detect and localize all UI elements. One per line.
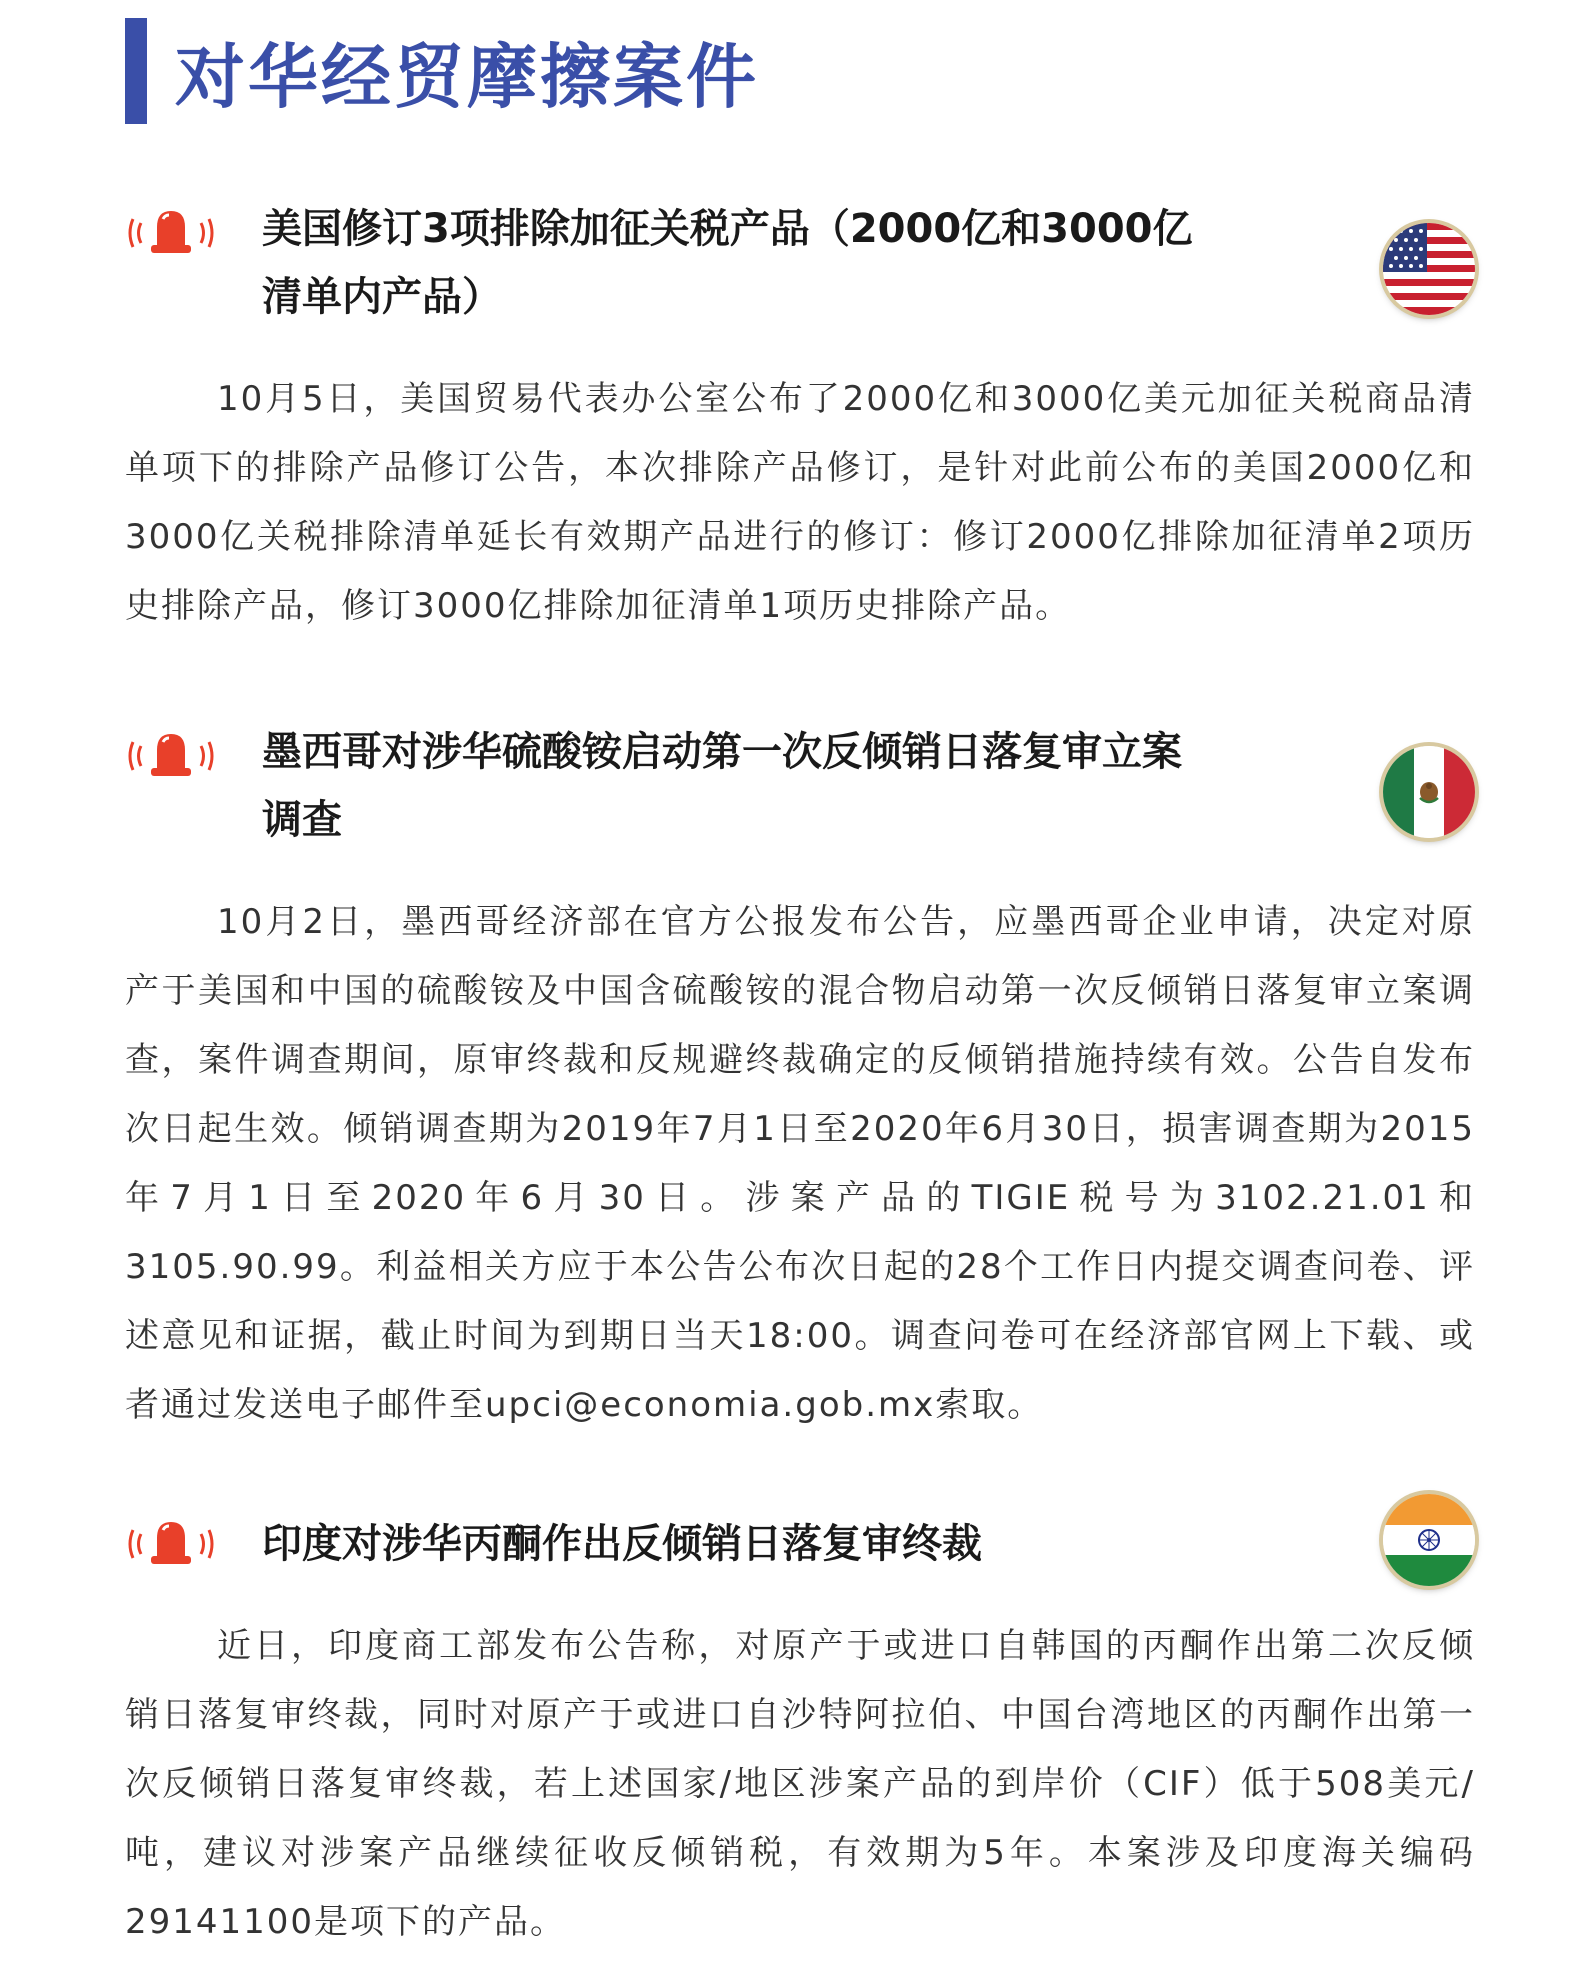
item-body: 10月2日，墨西哥经济部在官方公报发布公告，应墨西哥企业申请，决定对原产于美国和中国的硫酸铵及中国含硫酸铵的混合物启动第一次反倾销日落复审立案调查，案件调查期间，原审终裁和反规避终裁确定的反倾销措施持续有效。公告自发布次日起生效。倾销调查期为2019年7月1日至2020年6月30日，损害调查期为2015年7月1日至2020年6月30日。涉案产品的TIGIE税号为3102.21.01和3105.90.99。利益相关方应于本公告公布次日起的28个工作日内提交调查问卷、评述意见和证据，截止时间为到期日当天18:00。调查问卷可在经济部官网上下载、或者通过发送电子邮件至upci@economia.gob.mx索取。 xyxy=(125,902,1475,1425)
item-body: 10月5日，美国贸易代表办公室公布了2000亿和3000亿美元加征关税商品清单项下的排除产品修订公告，本次排除产品修订，是针对此前公布的美国2000亿和3000亿关税排除清单延长有效期产品进行的修订：修订2000亿排除加征清单2项历史排除产品，修订3000亿排除加征清单1项历史排除产品。 xyxy=(125,379,1475,626)
item-title-line1: 印度对涉华丙酮作出反倾销日落复审终裁 xyxy=(262,1521,982,1567)
alarm-bell-icon xyxy=(125,205,217,261)
mexico-flag-icon xyxy=(1383,746,1475,838)
section-header xyxy=(125,18,759,124)
alarm-bell-icon xyxy=(125,1516,217,1572)
news-item-mexico xyxy=(125,718,1475,1438)
section-title: 对华经贸摩擦案件 xyxy=(175,35,759,118)
news-item-usa xyxy=(125,195,1475,635)
usa-flag-icon xyxy=(1383,223,1475,315)
news-item-india xyxy=(125,1510,1475,1970)
alarm-bell-icon xyxy=(125,728,217,784)
accent-bar xyxy=(125,18,147,124)
item-title-line1: 美国修订3项排除加征关税产品（2000亿和3000亿 xyxy=(262,206,1193,252)
item-title-line2: 调查 xyxy=(262,797,342,843)
item-body: 近日，印度商工部发布公告称，对原产于或进口自韩国的丙酮作出第二次反倾销日落复审终裁，同时对原产于或进口自沙特阿拉伯、中国台湾地区的丙酮作出第一次反倾销日落复审终裁，若上述国家/地区涉案产品的到岸价（CIF）低于508美元/吨，建议对涉案产品继续征收反倾销税，有效期为5年。本案涉及印度海关编码29141100是项下的产品。 xyxy=(125,1626,1475,1942)
item-title-line1: 墨西哥对涉华硫酸铵启动第一次反倾销日落复审立案 xyxy=(262,729,1182,775)
india-flag-icon xyxy=(1383,1494,1475,1586)
item-title-line2: 清单内产品） xyxy=(262,274,502,320)
